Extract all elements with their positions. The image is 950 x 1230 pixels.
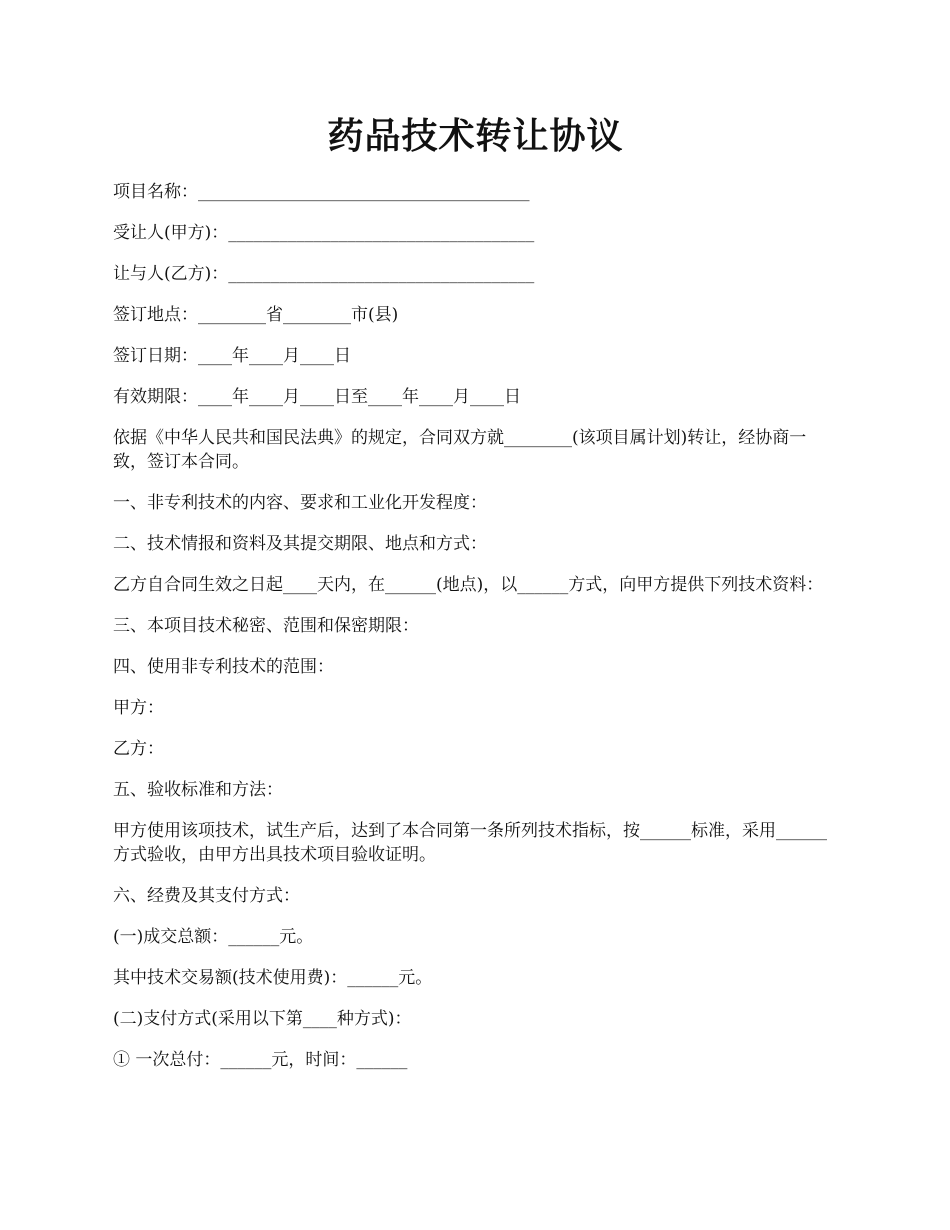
- section-5-heading: 五、验收标准和方法：: [113, 780, 283, 800]
- section-3-heading: 三、本项目技术秘密、范围和保密期限：: [113, 616, 419, 636]
- section-5-body: 甲方使用该项技术，试生产后，达到了本合同第一条所列技术指标，按______标准，采用______方式验收，由甲方出具技术项目验收证明。: [113, 821, 827, 865]
- project-name-line: 项目名称：_______________________________________: [113, 182, 530, 202]
- payment-method-line: (二)支付方式(采用以下第____种方式)：: [113, 1009, 412, 1029]
- signing-place-line: 签订地点：________省________市(县): [113, 305, 399, 325]
- section-1-heading: 一、非专利技术的内容、要求和工业化开发程度：: [113, 493, 487, 513]
- section-4-heading: 四、使用非专利技术的范围：: [113, 657, 334, 677]
- tech-fee-line: 其中技术交易额(技术使用费)：______元。: [113, 968, 433, 988]
- section-2-body: 乙方自合同生效之日起____天内，在______(地点)，以______方式，向甲方提供下列技术资料：: [113, 575, 824, 595]
- signing-date-line: 签订日期：____年____月____日: [113, 346, 351, 366]
- section-6-heading: 六、经费及其支付方式：: [113, 886, 300, 906]
- total-amount-line: (一)成交总额：______元。: [113, 927, 314, 947]
- preamble-paragraph: 依据《中华人民共和国民法典》的规定，合同双方就________(该项目属计划)转让，经协商一致，签订本合同。: [113, 428, 807, 472]
- party-a-line: 受让人(甲方)：____________________________________: [113, 223, 535, 243]
- document-title: 药品技术转让协议: [327, 115, 624, 157]
- validity-period-line: 有效期限：____年____月____日至____年____月____日: [113, 387, 521, 407]
- section-2-heading: 二、技术情报和资料及其提交期限、地点和方式：: [113, 534, 487, 554]
- lump-sum-line: ① 一次总付：______元，时间：______: [113, 1050, 408, 1070]
- party-a-scope-line: 甲方：: [113, 698, 164, 718]
- party-b-scope-line: 乙方：: [113, 739, 164, 759]
- party-b-line: 让与人(乙方)：____________________________________: [113, 264, 535, 284]
